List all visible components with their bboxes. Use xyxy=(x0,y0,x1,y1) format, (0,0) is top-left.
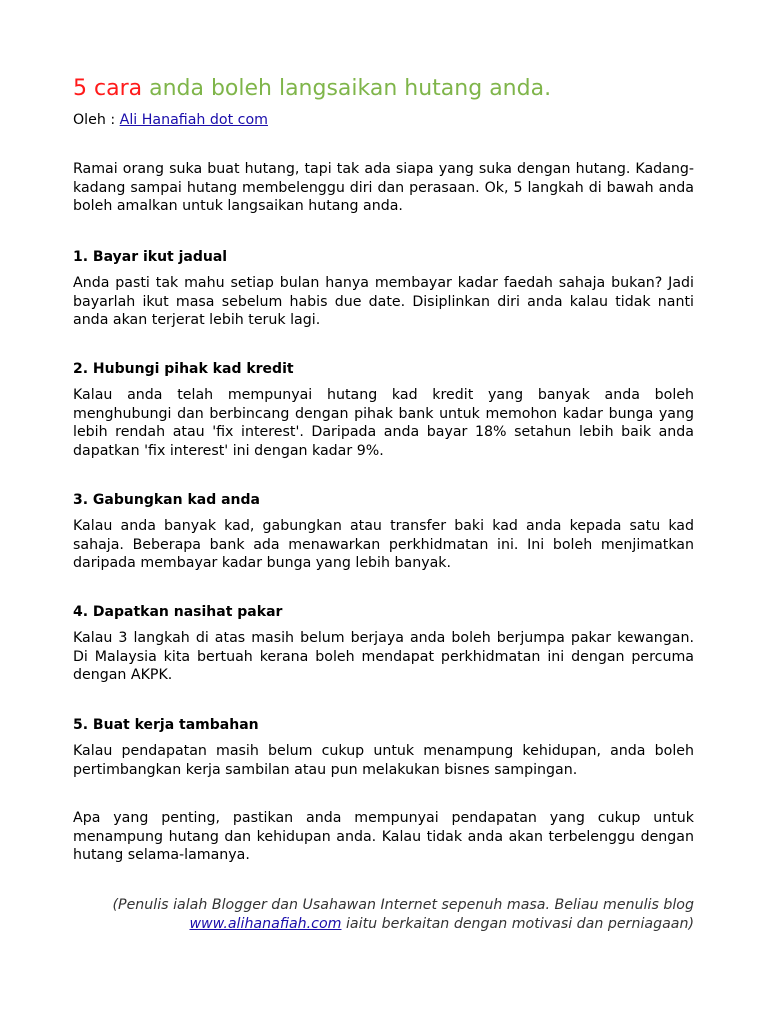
section-heading: 2. Hubungi pihak kad kredit xyxy=(73,361,294,377)
author-note xyxy=(73,896,694,933)
intro-block xyxy=(73,160,694,216)
byline-label: Oleh : xyxy=(73,112,120,128)
author-note-line-2-text: iaitu berkaitan dengan motivasi dan perniagaan) xyxy=(341,915,694,932)
section-heading: 3. Gabungkan kad anda xyxy=(73,492,260,508)
section-paragraph: Kalau 3 langkah di atas masih belum berjaya anda boleh berjumpa pakar kewangan. Di Malaysia kita bertuah kerana boleh mendapat perkhidmatan ini dengan percuma dengan AKPK. xyxy=(73,630,694,684)
title-text-part: anda boleh langsaikan hutang anda. xyxy=(149,76,552,101)
section-1-body xyxy=(73,274,694,330)
page-title xyxy=(73,74,551,104)
section-1 xyxy=(73,248,694,267)
blog-link[interactable]: www.alihanafiah.com xyxy=(189,915,342,932)
author-link[interactable]: Ali Hanafiah dot com xyxy=(119,112,268,128)
section-paragraph: Kalau pendapatan masih belum cukup untuk menampung kehidupan, anda boleh pertimbangkan kerja sambilan atau pun melakukan bisnes sampingan. xyxy=(73,743,694,778)
section-2-body xyxy=(73,386,694,460)
title-number-part: 5 cara xyxy=(73,76,143,101)
section-4 xyxy=(73,603,694,622)
section-5 xyxy=(73,716,694,735)
section-heading: 1. Bayar ikut jadual xyxy=(73,249,228,265)
author-note-line-1: (Penulis ialah Blogger dan Usahawan Internet sepenuh masa. Beliau menulis blog xyxy=(112,897,694,913)
closing-block xyxy=(73,809,694,865)
section-paragraph: Anda pasti tak mahu setiap bulan hanya membayar kadar faedah sahaja bukan? Jadi bayarlah ikut masa sebelum habis due date. Disiplinkan diri anda kalau tidak nanti anda akan terjerat lebih teruk lagi. xyxy=(73,275,694,329)
author-note-line-2 xyxy=(73,915,694,934)
section-4-body xyxy=(73,629,694,685)
intro-paragraph: Ramai orang suka buat hutang, tapi tak ada siapa yang suka dengan hutang. Kadang-kadang sampai hutang membelenggu diri dan perasaan. Ok, 5 langkah di bawah anda boleh amalkan untuk langsaikan hutang anda. xyxy=(73,161,694,215)
section-heading: 5. Buat kerja tambahan xyxy=(73,717,259,733)
section-3-body xyxy=(73,517,694,573)
section-5-body xyxy=(73,742,694,779)
section-paragraph: Kalau anda telah mempunyai hutang kad kredit yang banyak anda boleh menghubungi dan berbincang dengan pihak bank untuk memohon kadar bunga yang lebih rendah atau 'fix interest'. Daripada anda bayar 18% setahun lebih baik anda dapatkan 'fix interest' ini dengan kadar 9%. xyxy=(73,387,694,459)
section-2 xyxy=(73,360,694,379)
closing-paragraph: Apa yang penting, pastikan anda mempunyai pendapatan yang cukup untuk menampung hutang dan kehidupan anda. Kalau tidak anda akan terbelenggu dengan hutang selama-lamanya. xyxy=(73,810,694,864)
section-heading: 4. Dapatkan nasihat pakar xyxy=(73,604,283,620)
section-3 xyxy=(73,491,694,510)
section-paragraph: Kalau anda banyak kad, gabungkan atau transfer baki kad anda kepada satu kad sahaja. Beberapa bank ada menawarkan perkhidmatan ini. Ini boleh menjimatkan daripada membayar kadar bunga yang lebih banyak. xyxy=(73,518,694,572)
byline xyxy=(73,111,268,130)
